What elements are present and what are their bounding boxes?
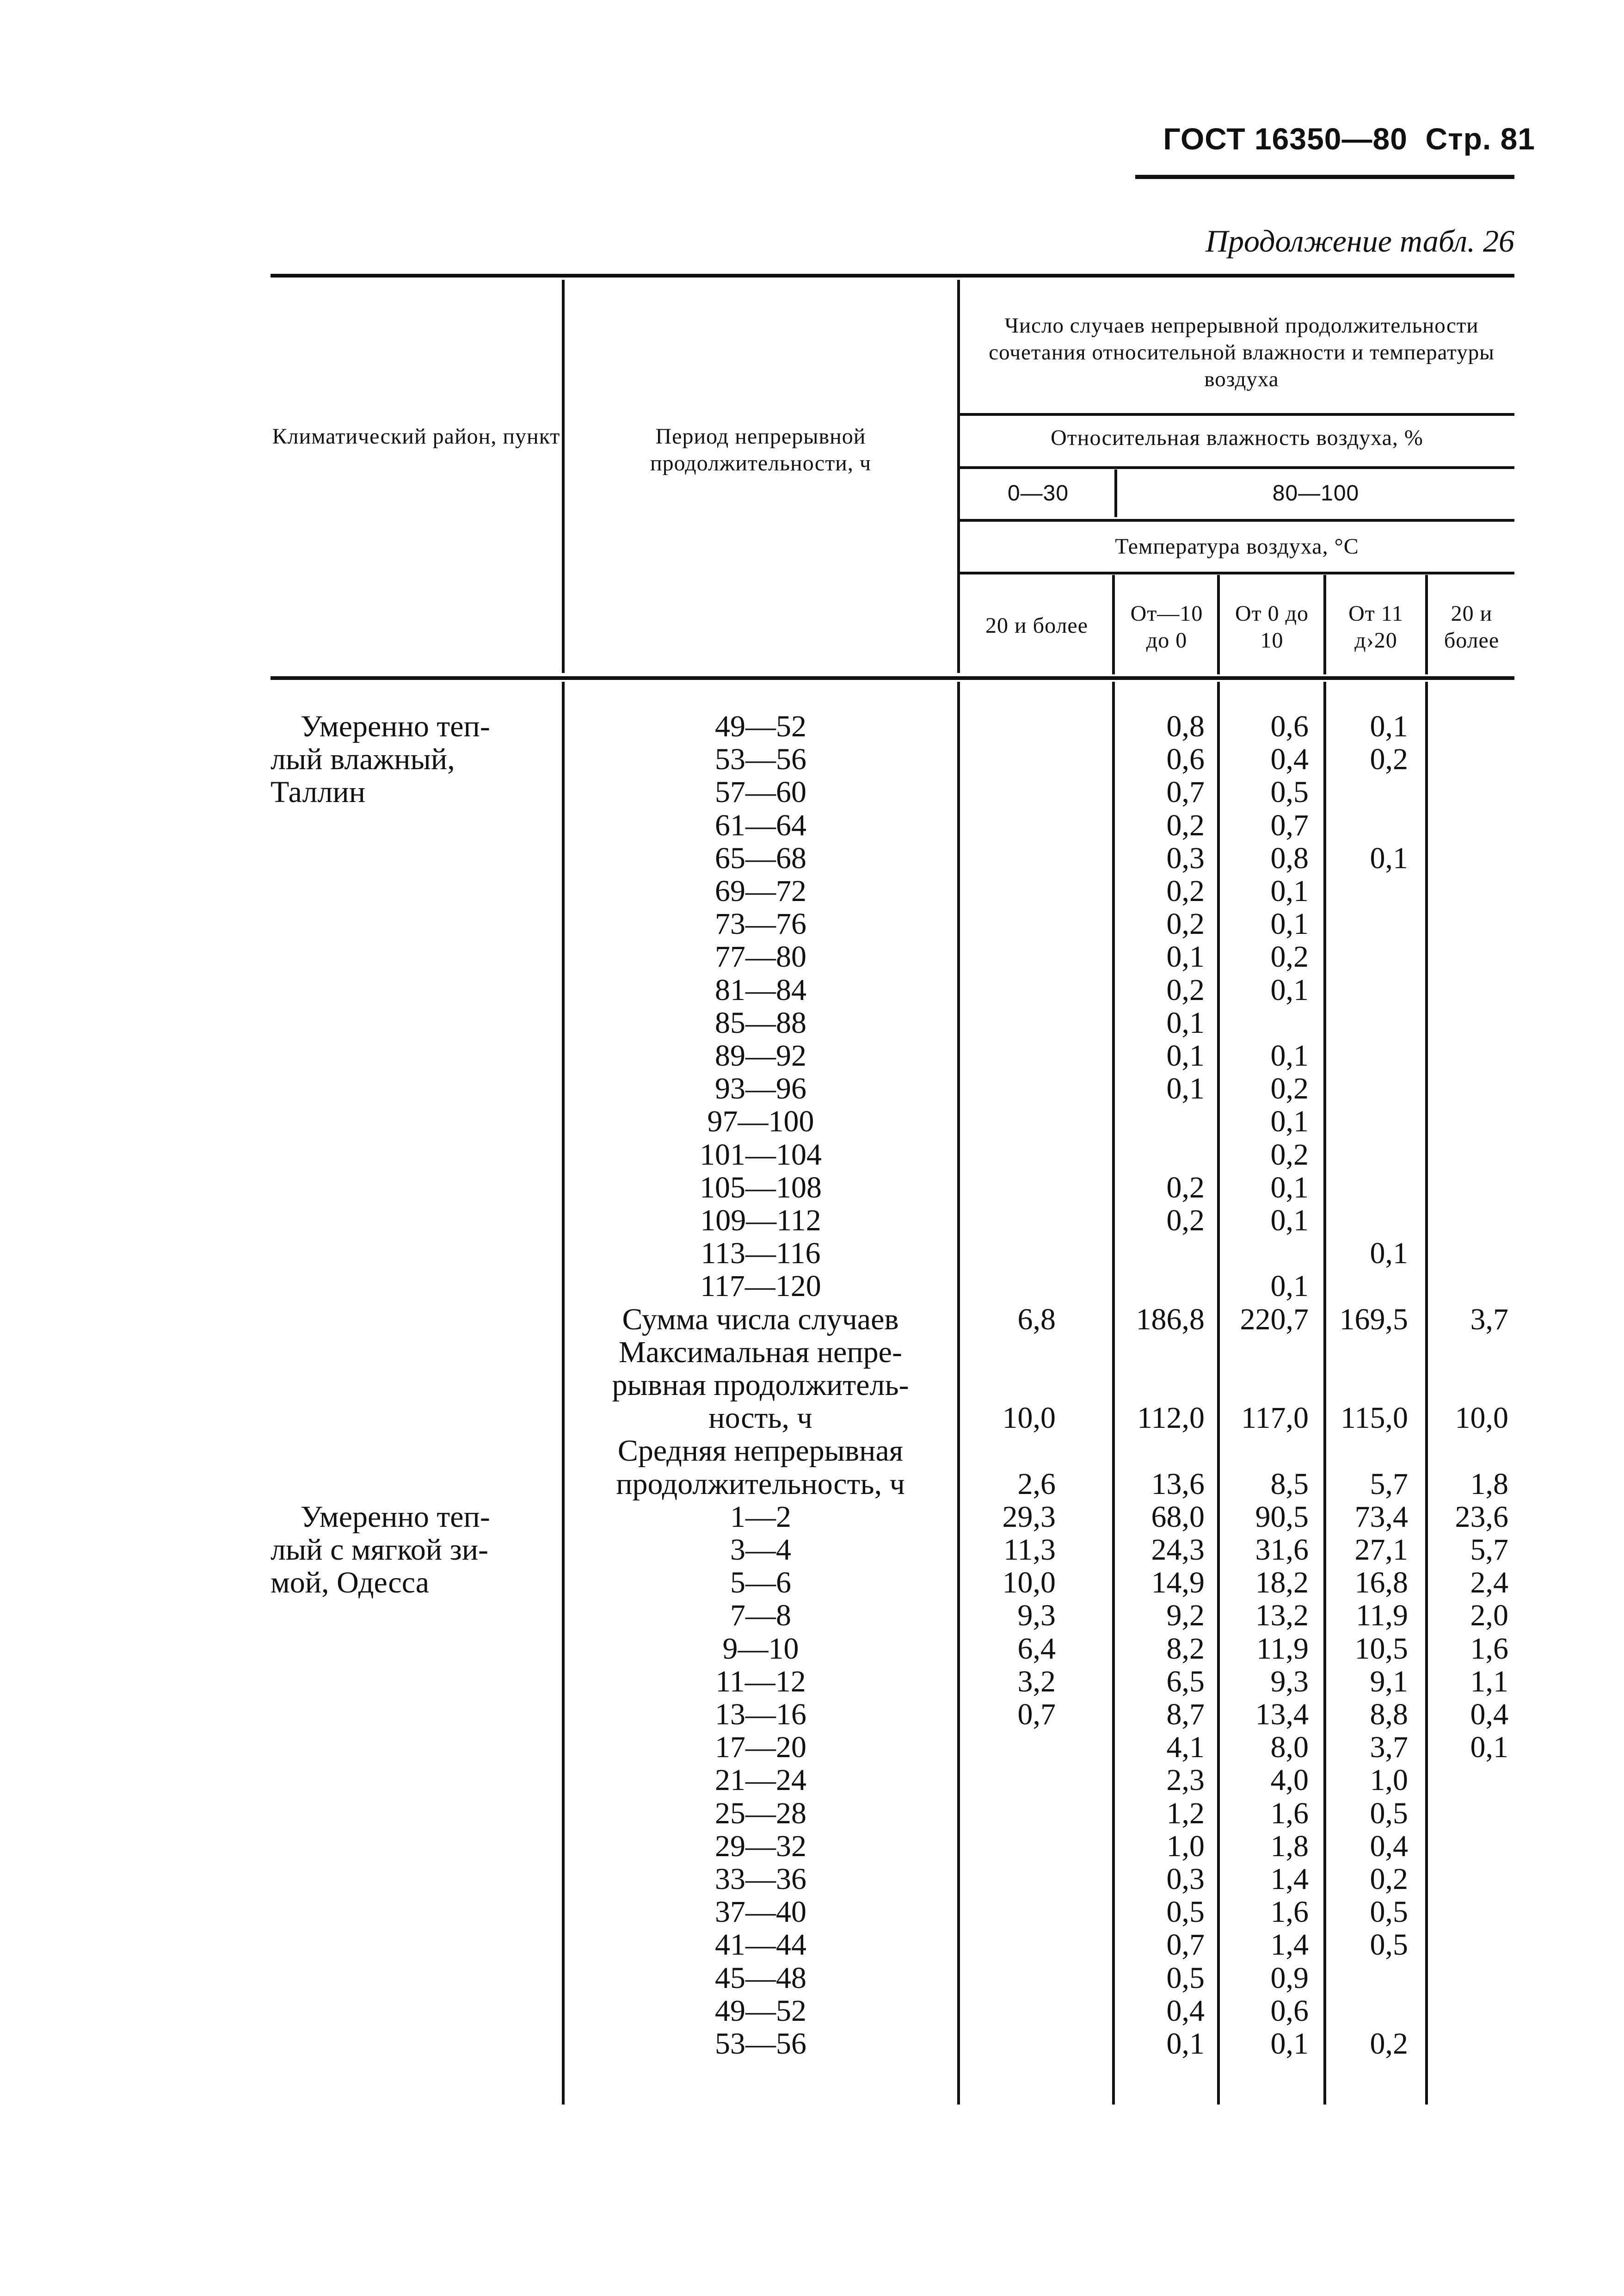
temp-col-5-header: 20 и более	[1444, 601, 1500, 653]
temp-col-3-header: От 0 до 10	[1235, 601, 1309, 653]
value-cell: 13,2	[1255, 1599, 1309, 1633]
value-cell: 2,0	[1470, 1599, 1508, 1633]
value-cell: 0,2	[1166, 973, 1205, 1007]
value-cell: 27,1	[1354, 1533, 1408, 1567]
value-cell: 0,2	[1270, 1137, 1309, 1172]
value-cell: 14,9	[1151, 1566, 1205, 1600]
region-name: Умеренно теп-	[301, 1500, 490, 1534]
table-continuation-label: Продолжение табл. 26	[1205, 223, 1514, 259]
value-cell: 0,9	[1270, 1961, 1309, 1995]
body-column-rule	[562, 682, 565, 2105]
rule-under-group-title	[960, 413, 1514, 416]
summary-label: Средняя непрерывная	[617, 1434, 904, 1468]
value-cell: 0,5	[1370, 1928, 1408, 1962]
value-cell: 31,6	[1255, 1533, 1309, 1567]
divider-temp-2	[1217, 575, 1220, 674]
humidity-range-low: 0—30	[1007, 481, 1069, 506]
period-cell: 105—108	[700, 1170, 822, 1204]
value-cell: 8,2	[1166, 1631, 1205, 1666]
period-cell: 69—72	[715, 874, 806, 908]
period-cell: 1—2	[730, 1500, 791, 1534]
value-cell: 0,1	[1270, 1269, 1309, 1303]
value-cell: 10,0	[1455, 1401, 1508, 1435]
period-cell: 7—8	[730, 1599, 791, 1633]
period-cell: 49—52	[715, 710, 806, 743]
period-cell: 9—10	[722, 1631, 799, 1666]
period-cell: 5—6	[730, 1566, 791, 1600]
value-cell: 0,1	[1370, 1236, 1408, 1271]
value-cell: 0,1	[1166, 940, 1205, 974]
period-cell: 57—60	[715, 775, 806, 809]
value-cell: 0,2	[1370, 1862, 1408, 1896]
value-cell: 8,0	[1270, 1730, 1309, 1765]
value-cell: 0,1	[1166, 2027, 1205, 2061]
value-cell: 0,1	[1270, 2027, 1309, 2061]
value-cell: 1,8	[1270, 1829, 1309, 1863]
value-cell: 8,7	[1166, 1697, 1205, 1731]
value-cell: 4,1	[1166, 1730, 1205, 1765]
value-cell: 0,1	[1166, 1006, 1205, 1040]
period-cell: 85—88	[715, 1006, 806, 1040]
value-cell: 0,8	[1270, 841, 1309, 875]
value-cell: 0,5	[1166, 1895, 1205, 1929]
value-cell: 1,0	[1370, 1763, 1408, 1797]
value-cell: 9,3	[1270, 1664, 1309, 1698]
value-cell: 1,0	[1166, 1829, 1205, 1863]
value-cell: 0,4	[1470, 1697, 1508, 1731]
period-cell: 33—36	[715, 1862, 806, 1896]
value-cell: 0,1	[1270, 874, 1309, 908]
value-cell: 10,5	[1354, 1631, 1408, 1666]
value-cell: 1,2	[1166, 1796, 1205, 1830]
column-header-group: Число случаев непрерывной продолжительности сочетания относительной влажности и температуры воздуха	[989, 314, 1495, 391]
temp-col-4-header: От 11 д›20	[1348, 601, 1403, 653]
column-header-region: Климатический район, пункт	[272, 424, 560, 449]
value-cell: 0,6	[1270, 1994, 1309, 2028]
header-rule	[1135, 175, 1514, 179]
value-cell: 0,1	[1470, 1730, 1508, 1765]
value-cell: 0,1	[1370, 841, 1408, 875]
region-name: лый влажный,	[271, 742, 455, 777]
value-cell: 0,2	[1166, 907, 1205, 941]
value-cell: 0,4	[1370, 1829, 1408, 1863]
value-cell: 0,7	[1017, 1697, 1056, 1731]
header-bottom-rule	[271, 676, 1514, 680]
value-cell: 0,2	[1370, 2027, 1408, 2061]
value-cell: 5,7	[1370, 1467, 1408, 1501]
header-divider-period	[957, 280, 960, 673]
value-cell: 1,4	[1270, 1862, 1309, 1896]
period-cell: 17—20	[715, 1730, 806, 1765]
value-cell: 0,5	[1270, 775, 1309, 809]
period-cell: 61—64	[715, 808, 806, 842]
period-cell: 77—80	[715, 940, 806, 974]
value-cell: 13,6	[1151, 1467, 1205, 1501]
period-cell: 81—84	[715, 973, 806, 1007]
value-cell: 1,6	[1270, 1796, 1309, 1830]
summary-label: продолжительность, ч	[616, 1467, 905, 1501]
value-cell: 11,3	[1003, 1533, 1056, 1567]
value-cell: 0,1	[1370, 710, 1408, 743]
value-cell: 0,7	[1270, 808, 1309, 842]
value-cell: 0,6	[1166, 742, 1205, 777]
period-cell: 97—100	[707, 1105, 814, 1139]
value-cell: 90,5	[1255, 1500, 1309, 1534]
value-cell: 0,8	[1166, 710, 1205, 743]
period-cell: 117—120	[700, 1269, 821, 1303]
value-cell: 1,8	[1470, 1467, 1508, 1501]
value-cell: 3,7	[1470, 1302, 1508, 1336]
summary-label: рывная продолжитель-	[612, 1368, 909, 1402]
body-column-rule	[957, 682, 960, 2105]
period-cell: 109—112	[700, 1204, 821, 1237]
period-cell: 89—92	[715, 1039, 806, 1073]
value-cell: 0,2	[1370, 742, 1408, 777]
period-cell: 53—56	[715, 742, 806, 777]
period-cell: 29—32	[715, 1829, 806, 1863]
value-cell: 2,3	[1166, 1763, 1205, 1797]
value-cell: 6,4	[1017, 1631, 1056, 1666]
value-cell: 11,9	[1355, 1599, 1408, 1633]
value-cell: 0,1	[1166, 1072, 1205, 1106]
value-cell: 0,1	[1166, 1039, 1205, 1073]
value-cell: 0,1	[1270, 1204, 1309, 1237]
value-cell: 13,4	[1255, 1697, 1309, 1731]
period-cell: 3—4	[730, 1533, 791, 1567]
region-name: лый с мягкой зи-	[271, 1533, 488, 1567]
summary-label: ность, ч	[708, 1401, 812, 1435]
column-header-period: Период непрерывной продолжительности, ч	[650, 424, 871, 475]
period-cell: 53—56	[715, 2027, 806, 2061]
period-cell: 113—116	[701, 1236, 821, 1271]
period-cell: 93—96	[715, 1072, 806, 1106]
rule-under-temperature-title	[960, 572, 1514, 574]
temp-col-2-header: От—10 до 0	[1130, 601, 1203, 653]
value-cell: 23,6	[1455, 1500, 1508, 1534]
value-cell: 1,6	[1270, 1895, 1309, 1929]
humidity-header: Относительная влажность воздуха, %	[1051, 426, 1423, 450]
value-cell: 0,2	[1166, 1204, 1205, 1237]
value-cell: 169,5	[1339, 1302, 1408, 1336]
value-cell: 5,7	[1470, 1533, 1508, 1567]
value-cell: 0,4	[1270, 742, 1309, 777]
value-cell: 24,3	[1151, 1533, 1205, 1567]
value-cell: 6,8	[1017, 1302, 1056, 1336]
page-number: Стр. 81	[1425, 122, 1535, 156]
value-cell: 115,0	[1340, 1401, 1408, 1435]
page-header	[1128, 121, 1535, 156]
value-cell: 9,2	[1166, 1599, 1205, 1633]
value-cell: 10,0	[1002, 1566, 1056, 1600]
header-divider-region	[562, 280, 565, 673]
value-cell: 112,0	[1137, 1401, 1205, 1435]
value-cell: 1,1	[1470, 1664, 1508, 1698]
period-cell: 41—44	[715, 1928, 806, 1962]
value-cell: 1,6	[1470, 1631, 1508, 1666]
value-cell: 1,4	[1270, 1928, 1309, 1962]
value-cell: 0,1	[1270, 1039, 1309, 1073]
value-cell: 0,2	[1166, 1170, 1205, 1204]
value-cell: 4,0	[1270, 1763, 1309, 1797]
value-cell: 9,3	[1017, 1599, 1056, 1633]
divider-temp-3	[1323, 575, 1326, 674]
table-top-rule	[271, 274, 1514, 278]
value-cell: 16,8	[1354, 1566, 1408, 1600]
temperature-header: Температура воздуха, °С	[1115, 534, 1359, 559]
value-cell: 0,5	[1370, 1796, 1408, 1830]
period-cell: 21—24	[715, 1763, 806, 1797]
standard-number: ГОСТ 16350—80	[1163, 122, 1408, 156]
value-cell: 0,4	[1166, 1994, 1205, 2028]
value-cell: 68,0	[1151, 1500, 1205, 1534]
value-cell: 0,1	[1270, 973, 1309, 1007]
value-cell: 0,2	[1270, 1072, 1309, 1106]
value-cell: 0,3	[1166, 841, 1205, 875]
value-cell: 73,4	[1354, 1500, 1408, 1534]
period-cell: 37—40	[715, 1895, 806, 1929]
value-cell: 6,5	[1166, 1664, 1205, 1698]
region-name: Умеренно теп-	[301, 710, 490, 743]
period-cell: 65—68	[715, 841, 806, 875]
period-cell: 13—16	[715, 1697, 806, 1731]
value-cell: 8,8	[1370, 1697, 1408, 1731]
value-cell: 117,0	[1241, 1401, 1309, 1435]
value-cell: 8,5	[1270, 1467, 1309, 1501]
value-cell: 0,5	[1166, 1961, 1205, 1995]
value-cell: 0,1	[1270, 907, 1309, 941]
region-name: Таллин	[271, 775, 366, 809]
body-column-rule	[1425, 682, 1428, 2105]
value-cell: 3,2	[1017, 1664, 1056, 1698]
value-cell: 9,1	[1370, 1664, 1408, 1698]
divider-temp-4	[1425, 575, 1428, 674]
value-cell: 2,6	[1017, 1467, 1056, 1501]
rule-under-humidity-title	[960, 466, 1514, 469]
value-cell: 0,2	[1166, 808, 1205, 842]
rule-under-humidity-ranges	[960, 519, 1514, 522]
value-cell: 0,7	[1166, 775, 1205, 809]
humidity-range-high: 80—100	[1272, 481, 1359, 506]
region-name: мой, Одесса	[271, 1566, 430, 1600]
value-cell: 0,1	[1270, 1105, 1309, 1139]
temp-col-1-header: 20 и более	[985, 613, 1089, 638]
value-cell: 29,3	[1002, 1500, 1056, 1534]
period-cell: 49—52	[715, 1994, 806, 2028]
value-cell: 10,0	[1002, 1401, 1056, 1435]
value-cell: 0,6	[1270, 710, 1309, 743]
value-cell: 0,2	[1166, 874, 1205, 908]
period-cell: 25—28	[715, 1796, 806, 1830]
period-cell: 11—12	[715, 1664, 806, 1698]
value-cell: 3,7	[1370, 1730, 1408, 1765]
value-cell: 18,2	[1255, 1566, 1309, 1600]
value-cell: 0,5	[1370, 1895, 1408, 1929]
summary-label: Сумма числа случаев	[622, 1302, 899, 1336]
value-cell: 2,4	[1470, 1566, 1508, 1600]
value-cell: 0,1	[1270, 1170, 1309, 1204]
period-cell: 73—76	[715, 907, 806, 941]
period-cell: 45—48	[715, 1961, 806, 1995]
value-cell: 220,7	[1240, 1302, 1309, 1336]
value-cell: 186,8	[1136, 1302, 1205, 1336]
value-cell: 0,3	[1166, 1862, 1205, 1896]
value-cell: 0,7	[1166, 1928, 1205, 1962]
period-cell: 101—104	[700, 1137, 822, 1172]
value-cell: 0,2	[1270, 940, 1309, 974]
summary-label: Максимальная непре-	[619, 1335, 902, 1369]
value-cell: 11,9	[1256, 1631, 1309, 1666]
